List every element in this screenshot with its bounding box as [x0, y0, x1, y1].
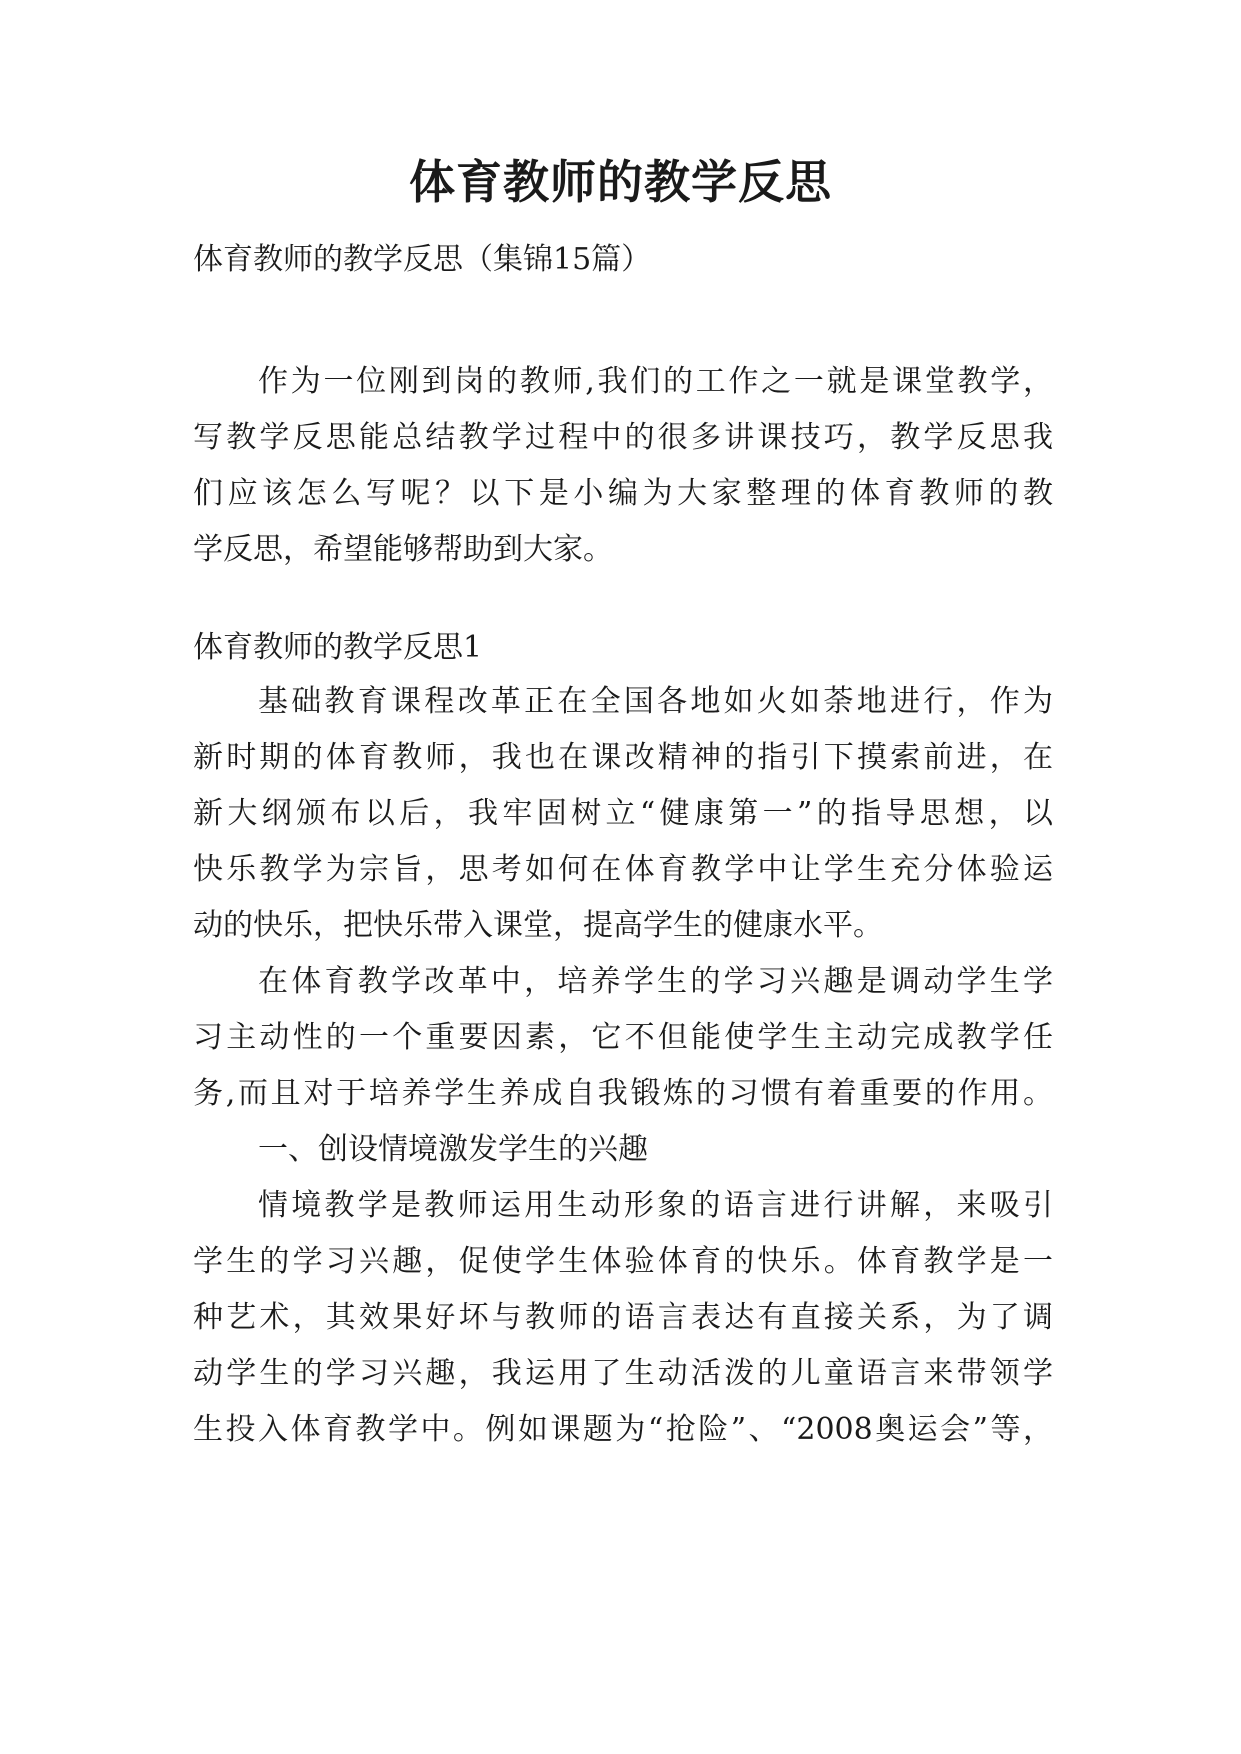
- para3-line-4: 动学生的学习兴趣，我运用了生动活泼的儿童语言来带领学: [193, 1356, 1053, 1391]
- para1-line-2: 新时期的体育教师，我也在课改精神的指引下摸索前进，在: [193, 740, 1053, 775]
- para2-line-2: 习主动性的一个重要因素，它不但能使学生主动完成教学任: [193, 1020, 1053, 1055]
- para3-line-5: 生投入体育教学中。例如课题为“抢险”、“2008奥运会”等，: [193, 1412, 1053, 1447]
- para3-line-2: 学生的学习兴趣，促使学生体验体育的快乐。体育教学是一: [193, 1244, 1053, 1279]
- intro-line-3: 们应该怎么写呢？以下是小编为大家整理的体育教师的教: [193, 476, 1053, 511]
- para1-line-1: 基础教育课程改革正在全国各地如火如荼地进行，作为: [258, 684, 1053, 719]
- intro-line-1: 作为一位刚到岗的教师,我们的工作之一就是课堂教学，: [258, 364, 1053, 399]
- para1-line-3: 新大纲颁布以后，我牢固树立“健康第一”的指导思想，以: [193, 796, 1053, 831]
- para3-line-3: 种艺术，其效果好坏与教师的语言表达有直接关系，为了调: [193, 1300, 1053, 1335]
- para1-line-5: 动的快乐，把快乐带入课堂，提高学生的健康水平。: [193, 908, 883, 943]
- section-heading-1: 体育教师的教学反思1: [193, 630, 483, 665]
- subheading-1: 一、创设情境激发学生的兴趣: [258, 1132, 648, 1167]
- document-title: 体育教师的教学反思: [409, 155, 832, 209]
- para2-line-1: 在体育教学改革中，培养学生的学习兴趣是调动学生学: [258, 964, 1053, 999]
- para1-line-4: 快乐教学为宗旨，思考如何在体育教学中让学生充分体验运: [193, 852, 1053, 887]
- para2-line-3: 务,而且对于培养学生养成自我锻炼的习惯有着重要的作用。: [193, 1076, 1053, 1111]
- intro-line-2: 写教学反思能总结教学过程中的很多讲课技巧，教学反思我: [193, 420, 1053, 455]
- para3-line-1: 情境教学是教师运用生动形象的语言进行讲解，来吸引: [258, 1188, 1053, 1223]
- document-subtitle: 体育教师的教学反思（集锦15篇）: [193, 242, 652, 277]
- intro-line-4: 学反思，希望能够帮助到大家。: [193, 532, 613, 567]
